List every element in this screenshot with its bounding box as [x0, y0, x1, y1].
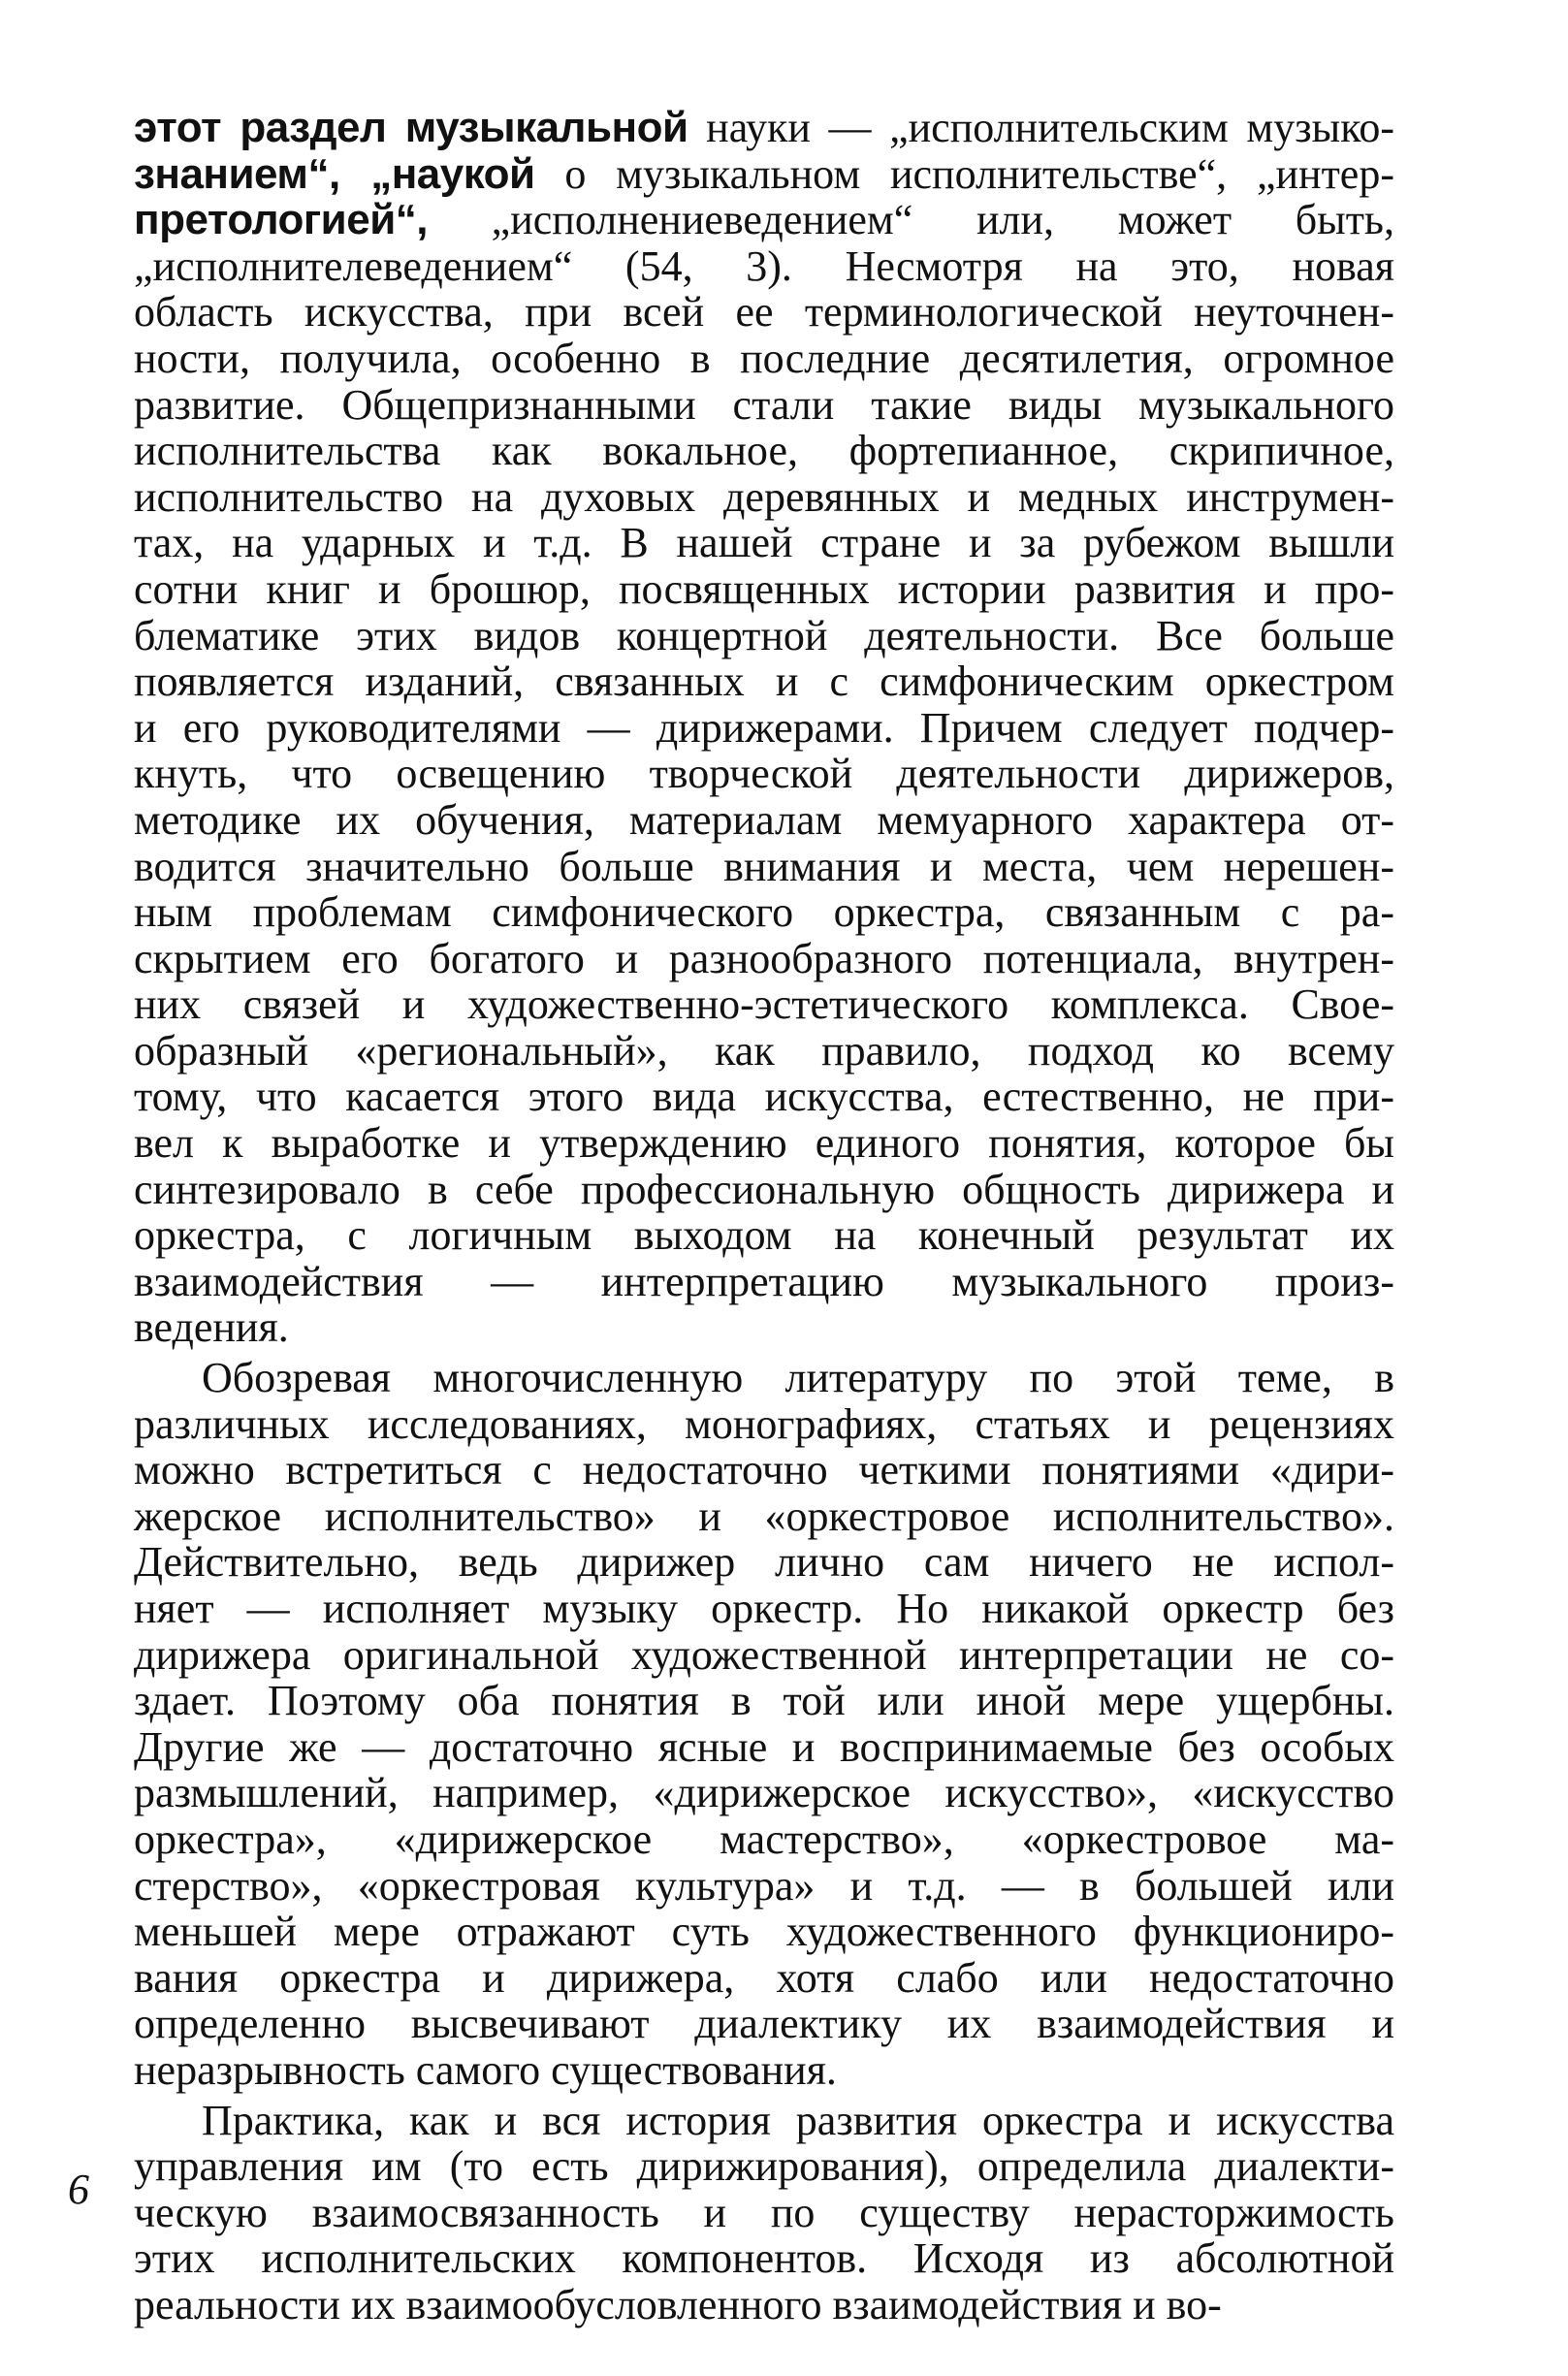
text-line [134, 1724, 1394, 1771]
text-line [134, 520, 1394, 566]
line-text: Обозревая многочисленную литературу по этой теме, в [202, 1354, 1394, 1402]
text-line [134, 2235, 1394, 2282]
line-text: ным проблемам симфонического оркестра, связанным с ра- [134, 888, 1394, 937]
line-text: них связей и художественно-эстетического комплекса. Свое- [134, 980, 1394, 1029]
text-line [134, 1304, 1394, 1351]
line-text: няет — исполняет музыку оркестр. Но никакой оркестр без [134, 1585, 1394, 1632]
bold-term: знанием“, „наукой [134, 149, 535, 198]
line-text: ведения. [134, 1303, 289, 1352]
text-line [134, 2047, 1394, 2094]
text-line [134, 1212, 1394, 1259]
page-number: 6 [68, 2166, 89, 2213]
text-line [134, 566, 1394, 613]
line-text: ческую взаимосвязанность и по существу нерасторжимость [134, 2188, 1394, 2236]
line-text: образный «региональный», как правило, подход ко всему [134, 1026, 1394, 1075]
line-text: блематике этих видов концертной деятельности. Все больше [134, 611, 1394, 659]
text-line [134, 243, 1394, 290]
line-text: Другие же — достаточно ясные и воспринимаемые без особых [134, 1722, 1394, 1771]
text-line [134, 1259, 1394, 1305]
line-text: науки — „исполнительским музыко- [688, 104, 1394, 151]
text-line [134, 705, 1394, 752]
line-text: жерское исполнительство» и «оркестровое исполнительство». [134, 1492, 1394, 1540]
line-text: и его руководителями — дирижерами. Причем следует подчер- [134, 703, 1394, 752]
text-line [134, 1770, 1394, 1816]
line-text: исполнительства как вокальное, фортепианное, скрипичное, [134, 427, 1394, 475]
text-line [134, 151, 1394, 198]
line-text: появляется изданий, связанных и с симфоническим оркестром [134, 658, 1394, 706]
text-line [134, 613, 1394, 659]
line-text: определенно высвечивают диалектику их взаимодействия и [134, 2000, 1394, 2048]
line-text: тах, на ударных и т.д. В нашей стране и за рубежом вышли [134, 519, 1394, 567]
line-text: управления им (то есть дирижирования), определила диалекти- [134, 2142, 1394, 2191]
line-text: меньшей мере отражают суть художественного функциониро- [134, 1908, 1394, 1956]
line-text: можно встретиться с недостаточно четкими понятиями «дири- [134, 1446, 1394, 1494]
text-line [134, 1678, 1394, 1724]
line-text: „исполнителеведением“ (54, 3). Несмотря на это, новая [134, 241, 1394, 290]
line-text: взаимодействия — интерпретацию музыкального произ- [134, 1257, 1394, 1305]
text-line [134, 889, 1394, 936]
text-line [134, 1539, 1394, 1586]
text-line [134, 1863, 1394, 1910]
text-line [134, 105, 1394, 151]
line-text: исполнительство на духовых деревянных и медных инструмен- [134, 472, 1394, 521]
line-text: реальности их взаимообусловленного взаимодействия и во- [134, 2280, 1222, 2328]
text-line [134, 1955, 1394, 2002]
line-text: здает. Поэтому оба понятия в той или иной мере ущербны. [134, 1677, 1394, 1725]
paragraph [134, 105, 1394, 1351]
text-line [134, 1120, 1394, 1167]
text-line [134, 658, 1394, 705]
line-text: размышлений, например, «дирижерское искусство», «искусство [134, 1769, 1394, 1817]
line-text: область искусства, при всей ее терминологической неуточнен- [134, 288, 1394, 337]
text-line [134, 1355, 1394, 1401]
text-line [134, 751, 1394, 797]
text-line [134, 2190, 1394, 2236]
line-text: стерство», «оркестровая культура» и т.д. — в большей или [134, 1861, 1394, 1910]
line-text: методике их обучения, материалам мемуарного характера от- [134, 795, 1394, 844]
text-line [134, 1447, 1394, 1493]
text-line [134, 1632, 1394, 1679]
text-line [134, 797, 1394, 844]
line-text: водится значительно больше внимания и места, чем нерешен- [134, 842, 1394, 890]
line-text: развитие. Общепризнанными стали такие виды музыкального [134, 380, 1394, 429]
text-line [134, 474, 1394, 521]
text-line [134, 336, 1394, 382]
line-text: сотни книг и брошюр, посвященных истории развития и про- [134, 564, 1394, 613]
text-line [134, 1167, 1394, 1213]
line-text: о музыкальном исполнительстве“, „интер- [534, 149, 1394, 198]
text-line [134, 1493, 1394, 1540]
text-line [134, 2098, 1394, 2144]
line-text: кнуть, что освещению творческой деятельности дирижеров, [134, 750, 1394, 798]
text-line [134, 1586, 1394, 1632]
paragraph [134, 1355, 1394, 2094]
line-text: Действительно, ведь дирижер лично сам ничего не испол- [134, 1538, 1394, 1587]
text-line [134, 2143, 1394, 2190]
text-line [134, 1028, 1394, 1075]
text-line [134, 197, 1394, 243]
line-text: ности, получила, особенно в последние десятилетия, огромное [134, 334, 1394, 382]
bold-term: претологией“, [134, 196, 428, 244]
line-text: неразрывность самого существования. [134, 2045, 837, 2094]
text-line [134, 1909, 1394, 1955]
line-text: этих исполнительских компонентов. Исходя из абсолютной [134, 2234, 1394, 2283]
line-text: оркестра, с логичным выходом на конечный результат их [134, 1211, 1394, 1260]
line-text: вел к выработке и утверждению единого понятия, которое бы [134, 1119, 1394, 1168]
text-line [134, 382, 1394, 429]
text-line [134, 1074, 1394, 1120]
text-line [134, 936, 1394, 982]
text-line [134, 2001, 1394, 2047]
line-text: Практика, как и вся история развития оркестра и искусства [202, 2096, 1394, 2144]
line-text: синтезировало в себе профессиональную общность дирижера и [134, 1165, 1394, 1213]
line-text: скрытием его богатого и разнообразного потенциала, внутрен- [134, 934, 1394, 982]
text-line [134, 2282, 1394, 2328]
line-text: дирижера оригинальной художественной интерпретации не со- [134, 1630, 1394, 1679]
text-line [134, 844, 1394, 890]
paragraph [134, 2098, 1394, 2328]
bold-term: этот раздел музыкальной [134, 104, 688, 151]
text-line [134, 981, 1394, 1028]
text-line [134, 1816, 1394, 1863]
line-text: тому, что касается этого вида искусства, естественно, не при- [134, 1073, 1394, 1121]
line-text: „исполнениеведением“ или, может быть, [427, 196, 1394, 244]
line-text: оркестра», «дирижерское мастерство», «оркестровое ма- [134, 1814, 1394, 1863]
text-line [134, 428, 1394, 474]
line-text: различных исследованиях, монографиях, статьях и рецензиях [134, 1399, 1394, 1448]
text-line [134, 289, 1394, 336]
page-body [134, 105, 1394, 2328]
line-text: вания оркестра и дирижера, хотя слабо или недостаточно [134, 1953, 1394, 2002]
text-line [134, 1401, 1394, 1448]
